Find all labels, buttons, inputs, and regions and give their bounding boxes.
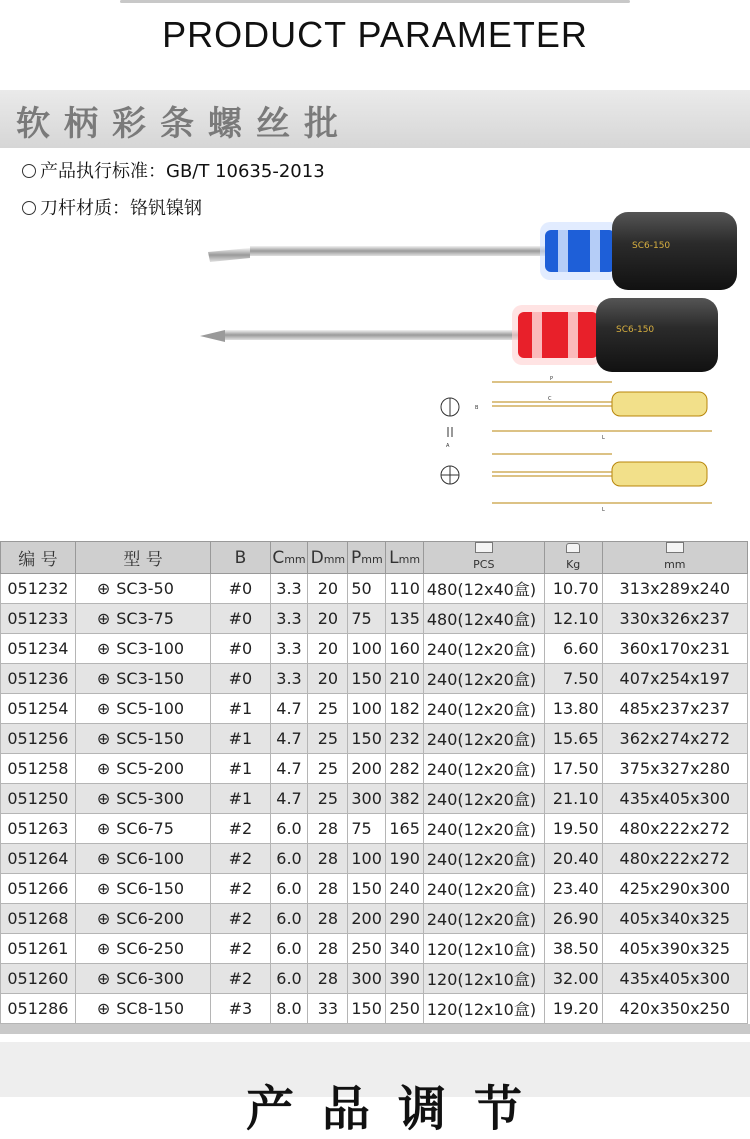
table-cell: #3	[211, 994, 270, 1024]
table-cell: 28	[308, 934, 348, 964]
table-cell: 210	[386, 664, 424, 694]
table-cell: 120(12x10盒)	[423, 964, 544, 994]
table-cell: 240(12x20盒)	[423, 904, 544, 934]
spec-standard	[22, 157, 325, 183]
model-text: SC3-150	[116, 669, 185, 688]
table-cell: 300	[348, 964, 386, 994]
table-cell	[75, 874, 210, 904]
model-text: SC3-100	[116, 639, 185, 658]
phillips-symbol-icon: ⊕	[96, 669, 111, 688]
table-cell: #1	[211, 784, 270, 814]
table-cell: 3.3	[270, 634, 308, 664]
table-cell: 20	[308, 604, 348, 634]
model-text: SC6-250	[116, 939, 185, 958]
table-cell: 6.60	[544, 634, 602, 664]
table-cell	[75, 814, 210, 844]
table-cell: 407x254x197	[602, 664, 747, 694]
table-cell: 313x289x240	[602, 574, 747, 604]
table-cell: 165	[386, 814, 424, 844]
table-row	[1, 964, 748, 994]
phillips-symbol-icon: ⊕	[96, 609, 111, 628]
table-cell: 6.0	[270, 874, 308, 904]
model-text: SC5-200	[116, 759, 185, 778]
table-cell: 240(12x20盒)	[423, 814, 544, 844]
table-row	[1, 724, 748, 754]
table-cell: 051258	[1, 754, 76, 784]
table-cell: 33	[308, 994, 348, 1024]
table-cell: 240(12x20盒)	[423, 844, 544, 874]
table-cell: 6.0	[270, 844, 308, 874]
table-cell: 23.40	[544, 874, 602, 904]
table-cell: 6.0	[270, 904, 308, 934]
table-cell: 405x340x325	[602, 904, 747, 934]
table-cell: 100	[348, 634, 386, 664]
table-cell: 19.20	[544, 994, 602, 1024]
table-cell: 19.50	[544, 814, 602, 844]
table-cell	[75, 574, 210, 604]
table-cell: 25	[308, 724, 348, 754]
phillips-symbol-icon: ⊕	[96, 819, 111, 838]
product-photo	[0, 200, 750, 375]
table-cell: 051286	[1, 994, 76, 1024]
table-cell: 480x222x272	[602, 814, 747, 844]
table-cell: 4.7	[270, 784, 308, 814]
table-cell: 75	[348, 604, 386, 634]
table-cell: 240(12x20盒)	[423, 784, 544, 814]
table-cell	[75, 844, 210, 874]
table-cell: 420x350x250	[602, 994, 747, 1024]
table-cell: 051254	[1, 694, 76, 724]
model-text: SC5-100	[116, 699, 185, 718]
table-row	[1, 574, 748, 604]
table-cell	[75, 904, 210, 934]
table-cell: 3.3	[270, 664, 308, 694]
table-cell: 135	[386, 604, 424, 634]
table-cell: 7.50	[544, 664, 602, 694]
model-text: SC5-150	[116, 729, 185, 748]
table-cell	[75, 934, 210, 964]
table-cell	[75, 724, 210, 754]
table-cell	[75, 664, 210, 694]
col-mm: mm	[602, 542, 747, 574]
table-cell: 15.65	[544, 724, 602, 754]
table-cell: 435x405x300	[602, 784, 747, 814]
table-cell: 28	[308, 814, 348, 844]
page-title: PRODUCT PARAMETER	[162, 14, 588, 55]
table-cell: #2	[211, 844, 270, 874]
model-text: SC6-100	[116, 849, 185, 868]
table-cell: 051266	[1, 874, 76, 904]
table-cell: 240	[386, 874, 424, 904]
table-cell: 32.00	[544, 964, 602, 994]
table-row	[1, 994, 748, 1024]
table-cell: 375x327x280	[602, 754, 747, 784]
table-cell: 051232	[1, 574, 76, 604]
table-cell: 20	[308, 574, 348, 604]
table-row	[1, 784, 748, 814]
table-cell	[75, 694, 210, 724]
table-cell	[75, 784, 210, 814]
table-cell: 25	[308, 694, 348, 724]
table-cell: 425x290x300	[602, 874, 747, 904]
table-cell: 6.0	[270, 934, 308, 964]
table-cell	[75, 754, 210, 784]
table-cell: 240(12x20盒)	[423, 724, 544, 754]
table-cell: 3.3	[270, 574, 308, 604]
table-cell	[75, 964, 210, 994]
table-cell: 50	[348, 574, 386, 604]
col-kg: Kg	[544, 542, 602, 574]
table-cell: 282	[386, 754, 424, 784]
table-cell: 435x405x300	[602, 964, 747, 994]
table-row	[1, 664, 748, 694]
table-cell: 480(12x40盒)	[423, 574, 544, 604]
table-cell: 200	[348, 904, 386, 934]
spec-material-value: 铬钒镍钢	[130, 198, 202, 219]
table-cell: 290	[386, 904, 424, 934]
table-row	[1, 604, 748, 634]
table-cell: 340	[386, 934, 424, 964]
model-text: SC3-75	[116, 609, 174, 628]
table-cell: 150	[348, 994, 386, 1024]
table-cell: 13.80	[544, 694, 602, 724]
table-cell: 232	[386, 724, 424, 754]
table-cell: 28	[308, 844, 348, 874]
model-text: SC8-150	[116, 999, 185, 1018]
table-cell: 17.50	[544, 754, 602, 784]
table-cell: 20.40	[544, 844, 602, 874]
table-cell: 75	[348, 814, 386, 844]
table-cell: 120(12x10盒)	[423, 934, 544, 964]
phillips-symbol-icon: ⊕	[96, 939, 111, 958]
top-divider	[120, 0, 630, 3]
spec-standard-value: GB/T 10635-2013	[166, 161, 325, 182]
table-cell: 051261	[1, 934, 76, 964]
col-code: 编 号	[1, 542, 76, 574]
table-cell: #1	[211, 724, 270, 754]
phillips-symbol-icon: ⊕	[96, 579, 111, 598]
phillips-symbol-icon: ⊕	[96, 699, 111, 718]
table-cell: 240(12x20盒)	[423, 754, 544, 784]
table-cell: 051234	[1, 634, 76, 664]
table-cell: 25	[308, 784, 348, 814]
phillips-symbol-icon: ⊕	[96, 639, 111, 658]
screwdriver-phillips	[200, 298, 718, 372]
model-text: SC6-75	[116, 819, 174, 838]
table-cell: 28	[308, 964, 348, 994]
table-cell: 150	[348, 664, 386, 694]
phillips-symbol-icon: ⊕	[96, 849, 111, 868]
bullet-circle-icon	[22, 164, 36, 178]
table-row	[1, 904, 748, 934]
table-cell	[75, 994, 210, 1024]
col-d: Dmm	[308, 542, 348, 574]
table-cell: #1	[211, 694, 270, 724]
table-cell: 6.0	[270, 814, 308, 844]
model-text: SC6-200	[116, 909, 185, 928]
table-cell: 10.70	[544, 574, 602, 604]
dim-label-l-2: L	[602, 507, 605, 513]
model-text: SC6-150	[116, 879, 185, 898]
table-cell: #2	[211, 964, 270, 994]
phillips-symbol-icon: ⊕	[96, 969, 111, 988]
dimension-diagram	[430, 372, 730, 522]
table-cell: 3.3	[270, 604, 308, 634]
handle-label: SC6-150	[632, 241, 671, 251]
table-row	[1, 814, 748, 844]
table-cell: 051263	[1, 814, 76, 844]
dim-label-c: C	[548, 396, 552, 402]
table-cell: 120(12x10盒)	[423, 994, 544, 1024]
table-cell: 362x274x272	[602, 724, 747, 754]
col-l: Lmm	[386, 542, 424, 574]
table-cell: 051268	[1, 904, 76, 934]
parameter-table	[0, 541, 748, 1024]
table-cell: #2	[211, 934, 270, 964]
carton-icon	[666, 542, 684, 553]
col-p: Pmm	[348, 542, 386, 574]
phillips-symbol-icon: ⊕	[96, 879, 111, 898]
weight-icon	[566, 543, 580, 553]
table-cell: 6.0	[270, 964, 308, 994]
table-cell: #0	[211, 574, 270, 604]
table-cell: 100	[348, 844, 386, 874]
table-row	[1, 754, 748, 784]
table-cell: #2	[211, 874, 270, 904]
table-cell: 8.0	[270, 994, 308, 1024]
table-cell: 250	[348, 934, 386, 964]
table-cell: 360x170x231	[602, 634, 747, 664]
table-cell: 051264	[1, 844, 76, 874]
table-cell: 405x390x325	[602, 934, 747, 964]
table-row	[1, 634, 748, 664]
table-cell: 150	[348, 724, 386, 754]
table-cell: 240(12x20盒)	[423, 874, 544, 904]
table-cell: 12.10	[544, 604, 602, 634]
table-cell: 382	[386, 784, 424, 814]
model-text: SC6-300	[116, 969, 185, 988]
table-cell: 051256	[1, 724, 76, 754]
table-cell: 250	[386, 994, 424, 1024]
table-cell: 051236	[1, 664, 76, 694]
phillips-symbol-icon: ⊕	[96, 999, 111, 1018]
model-text: SC5-300	[116, 789, 185, 808]
table-cell: 4.7	[270, 724, 308, 754]
table-cell: 4.7	[270, 754, 308, 784]
dim-label-l: L	[602, 435, 605, 441]
table-cell: 485x237x237	[602, 694, 747, 724]
table-cell: 26.90	[544, 904, 602, 934]
table-cell: 100	[348, 694, 386, 724]
table-cell: #0	[211, 634, 270, 664]
table-row	[1, 844, 748, 874]
table-row	[1, 694, 748, 724]
spec-material-label: 刀杆材质：	[40, 198, 130, 219]
table-cell: 20	[308, 664, 348, 694]
table-row	[1, 874, 748, 904]
table-cell: 300	[348, 784, 386, 814]
table-bottom-divider	[0, 1024, 750, 1034]
table-cell	[75, 604, 210, 634]
table-cell: 390	[386, 964, 424, 994]
table-cell: 110	[386, 574, 424, 604]
model-text: SC3-50	[116, 579, 174, 598]
table-cell: 182	[386, 694, 424, 724]
table-cell: 051250	[1, 784, 76, 814]
table-header-row	[1, 542, 748, 574]
table-cell: 150	[348, 874, 386, 904]
dim-label-p: P	[550, 376, 554, 382]
table-cell: 051233	[1, 604, 76, 634]
table-cell: 21.10	[544, 784, 602, 814]
section-title: 软柄彩条螺丝批	[16, 104, 352, 144]
table-cell	[75, 634, 210, 664]
table-cell: 240(12x20盒)	[423, 634, 544, 664]
next-section-title: 产品调节	[246, 1081, 551, 1137]
screwdriver-slotted	[208, 212, 737, 290]
table-cell: #0	[211, 664, 270, 694]
dim-label-b: B	[475, 405, 479, 411]
table-cell: 240(12x20盒)	[423, 694, 544, 724]
phillips-symbol-icon: ⊕	[96, 759, 111, 778]
table-cell: 480x222x272	[602, 844, 747, 874]
table-cell: 20	[308, 634, 348, 664]
table-cell: #0	[211, 604, 270, 634]
col-c: Cmm	[270, 542, 308, 574]
col-pcs: PCS	[423, 542, 544, 574]
table-cell: 25	[308, 754, 348, 784]
phillips-symbol-icon: ⊕	[96, 729, 111, 748]
table-cell: 4.7	[270, 694, 308, 724]
phillips-symbol-icon: ⊕	[96, 909, 111, 928]
table-cell: 240(12x20盒)	[423, 664, 544, 694]
dim-label-a: A	[446, 443, 450, 449]
box-icon	[475, 542, 493, 553]
table-cell: 190	[386, 844, 424, 874]
spec-standard-label: 产品执行标准：	[40, 161, 166, 182]
table-row	[1, 934, 748, 964]
table-cell: 28	[308, 874, 348, 904]
col-model: 型 号	[75, 542, 210, 574]
table-cell: 480(12x40盒)	[423, 604, 544, 634]
table-cell: 160	[386, 634, 424, 664]
table-cell: #1	[211, 754, 270, 784]
table-cell: #2	[211, 814, 270, 844]
table-cell: 28	[308, 904, 348, 934]
col-b: B	[211, 542, 270, 574]
phillips-symbol-icon: ⊕	[96, 789, 111, 808]
handle-label: SC6-150	[616, 325, 655, 335]
table-cell: 330x326x237	[602, 604, 747, 634]
table-cell: 051260	[1, 964, 76, 994]
table-cell: #2	[211, 904, 270, 934]
table-cell: 200	[348, 754, 386, 784]
table-cell: 38.50	[544, 934, 602, 964]
